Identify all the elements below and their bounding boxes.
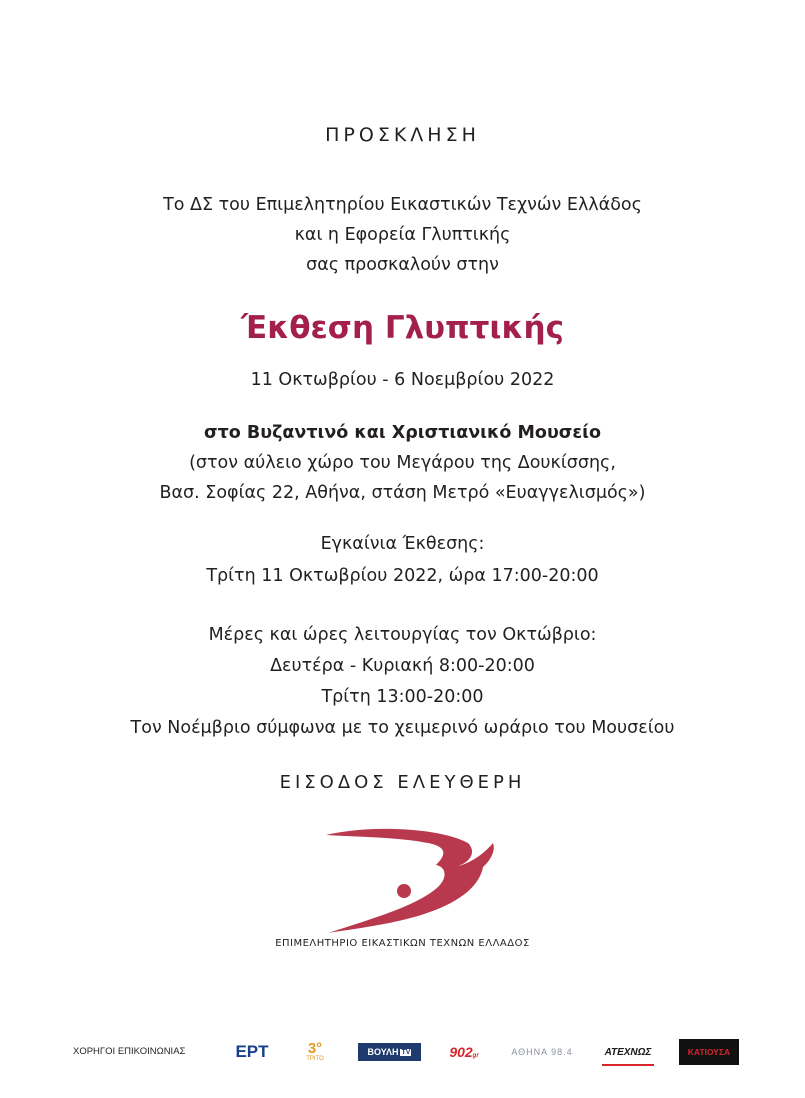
ert-logo: ΕΡΤ [235, 1042, 269, 1061]
invitation-heading: ΠΡΟΣΚΛΗΣΗ [325, 124, 480, 146]
vouli-tv-logo [358, 1043, 421, 1061]
venue-address-line: (στον αύλειο χώρο του Μεγάρου της Δουκίσσης, [189, 453, 616, 473]
media-sponsors-label: ΧΟΡΗΓΟΙ ΕΠΙΚΟΙΝΩΝΙΑΣ [73, 1046, 186, 1057]
intro-line: Το ΔΣ του Επιμελητηρίου Εικαστικών Τεχνών Ελλάδος [163, 195, 642, 215]
vouli-tv-text: TV [401, 1048, 411, 1056]
venue-name: στο Βυζαντινό και Χριστιανικό Μουσείο [204, 423, 601, 443]
opening-hours-block [0, 620, 805, 744]
logo-dot [397, 884, 411, 898]
opening-block [0, 528, 805, 592]
logo-caption: ΕΠΙΜΕΛΗΤΗΡΙΟ ΕΙΚΑΣΤΙΚΩΝ ΤΕΧΝΩΝ ΕΛΛΑΔΟΣ [275, 938, 530, 949]
exhibition-title: Έκθεση Γλυπτικής [241, 310, 564, 346]
venue-block [0, 418, 805, 508]
trito-text: ΤΡΙΤΟ [306, 1055, 324, 1062]
venue-address-line: Βασ. Σοφίας 22, Αθήνα, στάση Μετρό «Ευαγγελισμός») [159, 483, 646, 503]
katiousa-logo: ΚΑΤΙΟΥΣΑ [679, 1039, 739, 1065]
vouli-text: ΒΟΥΛΗ [367, 1047, 399, 1057]
exhibition-dates: 11 Οκτωβρίου - 6 Νοεμβρίου 2022 [250, 370, 555, 390]
hours-line: Τον Νοέμβριο σύμφωνα με το χειμερινό ωράριο του Μουσείου [130, 718, 675, 738]
902-logo [447, 1040, 481, 1064]
trito-logo [298, 1040, 332, 1064]
trito-number: 3° [307, 1039, 323, 1057]
intro-line: και η Εφορεία Γλυπτικής [294, 225, 511, 245]
opening-label: Εγκαίνια Έκθεσης: [320, 534, 485, 554]
opening-time: Τρίτη 11 Οκτωβρίου 2022, ώρα 17:00-20:00 [206, 566, 599, 586]
atexnos-logo: ΑΤΕΧΝΩΣ [602, 1040, 654, 1066]
902-domain: gr [472, 1053, 479, 1059]
media-sponsors-bar [0, 1030, 805, 1070]
intro-text [0, 190, 805, 280]
free-entry-notice: ΕΙΣΟΔΟΣ ΕΛΕΥΘΕΡΗ [279, 772, 526, 793]
hours-line: Μέρες και ώρες λειτουργίας τον Οκτώβριο: [208, 625, 597, 645]
hours-line: Τρίτη 13:00-20:00 [321, 687, 484, 707]
athina-984-logo: ΑΘΗΝΑ 98.4 [511, 1047, 573, 1057]
902-number: 902 [449, 1044, 473, 1060]
chamber-logo-icon [318, 825, 518, 935]
intro-line: σας προσκαλούν στην [306, 255, 499, 275]
logo-swoosh [326, 829, 494, 933]
hours-line: Δευτέρα - Κυριακή 8:00-20:00 [270, 656, 535, 676]
